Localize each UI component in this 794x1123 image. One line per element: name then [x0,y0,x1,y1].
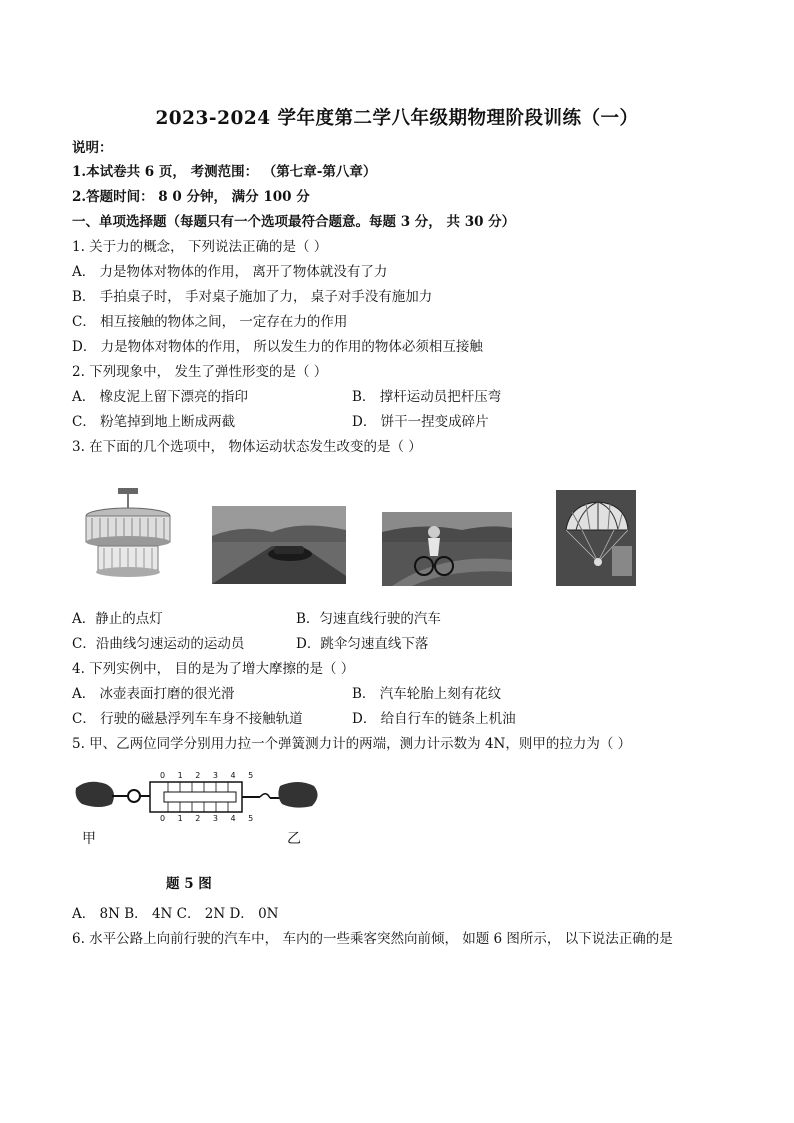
instructions-line-1: 1.本试卷共 6 页， 考测范围： （第七章-第八章） [72,164,377,180]
figure-5-caption: 题 5 图 [166,876,212,892]
scale-top-numbers: 0 1 2 3 4 5 [160,771,259,780]
question-3-stem: 3. 在下面的几个选项中， 物体运动状态发生改变的是（ ） [72,439,422,455]
question-1-option-b: B． 手拍桌子时， 手对桌子施加了力， 桌子对手没有施加力 [72,289,433,305]
question-2-option-a: A． 橡皮泥上留下漂亮的指印 [72,389,249,405]
question-1-option-c: C． 相互接触的物体之间， 一定存在力的作用 [72,314,348,330]
question-4-stem: 4. 下列实例中， 目的是为了增大摩擦的是（ ） [72,661,355,677]
person-yi-label: 乙 [287,831,301,847]
parachute-image [556,490,636,586]
question-2-option-b: B． 撑杆运动员把杆压弯 [352,389,502,405]
question-3-option-d: D．跳伞匀速直线下落 [296,636,429,652]
instructions-label: 说明： [72,140,113,156]
page-title: 2023-2024 学年度第二学八年级期物理阶段训练（一） [155,108,639,129]
person-jia-label: 甲 [82,831,96,847]
question-2-option-c: C． 粉笔掉到地上断成两截 [72,414,236,430]
question-1-stem: 1. 关于力的概念， 下列说法正确的是（ ） [72,239,328,255]
section-heading: 一、单项选择题（每题只有一个选项最符合题意。每题 3 分， 共 30 分） [72,214,516,230]
question-5-options: A． 8N B． 4N C． 2N D． 0N [72,906,279,922]
question-4-option-c: C． 行驶的磁悬浮列车车身不接触轨道 [72,711,303,727]
spring-scale-figure [72,768,322,830]
question-4-option-b: B． 汽车轮胎上刻有花纹 [352,686,502,702]
question-3-option-b: B．匀速直线行驶的汽车 [296,611,441,627]
question-3-option-a: A．静止的点灯 [72,611,163,627]
car-on-road-image [212,506,346,584]
question-1-option-a: A． 力是物体对物体的作用， 离开了物体就没有了力 [72,264,388,280]
question-5-stem: 5. 甲、乙两位同学分别用力拉一个弹簧测力计的两端，测力计示数为 4N，则甲的拉力为（ ） [72,736,632,752]
question-1-option-d: D． 力是物体对物体的作用， 所以发生力的作用的物体必须相互接触 [72,339,483,355]
question-4-option-d: D． 给自行车的链条上机油 [352,711,516,727]
instructions-line-2: 2.答题时间： 8 0 分钟， 满分 100 分 [72,189,310,205]
question-4-option-a: A． 冰壶表面打磨的很光滑 [72,686,235,702]
question-2-option-d: D． 饼干一捏变成碎片 [352,414,489,430]
question-3-option-c: C．沿曲线匀速运动的运动员 [72,636,245,652]
question-2-stem: 2. 下列现象中， 发生了弹性形变的是（ ） [72,364,328,380]
scale-bottom-numbers: 0 1 2 3 4 5 [160,814,259,823]
cyclist-image [382,512,512,586]
question-6-stem: 6. 水平公路上向前行驶的汽车中， 车内的一些乘客突然向前倾， 如题 6 图所示， 以下说法正确的是 [72,931,673,947]
chandelier-image [78,486,178,586]
